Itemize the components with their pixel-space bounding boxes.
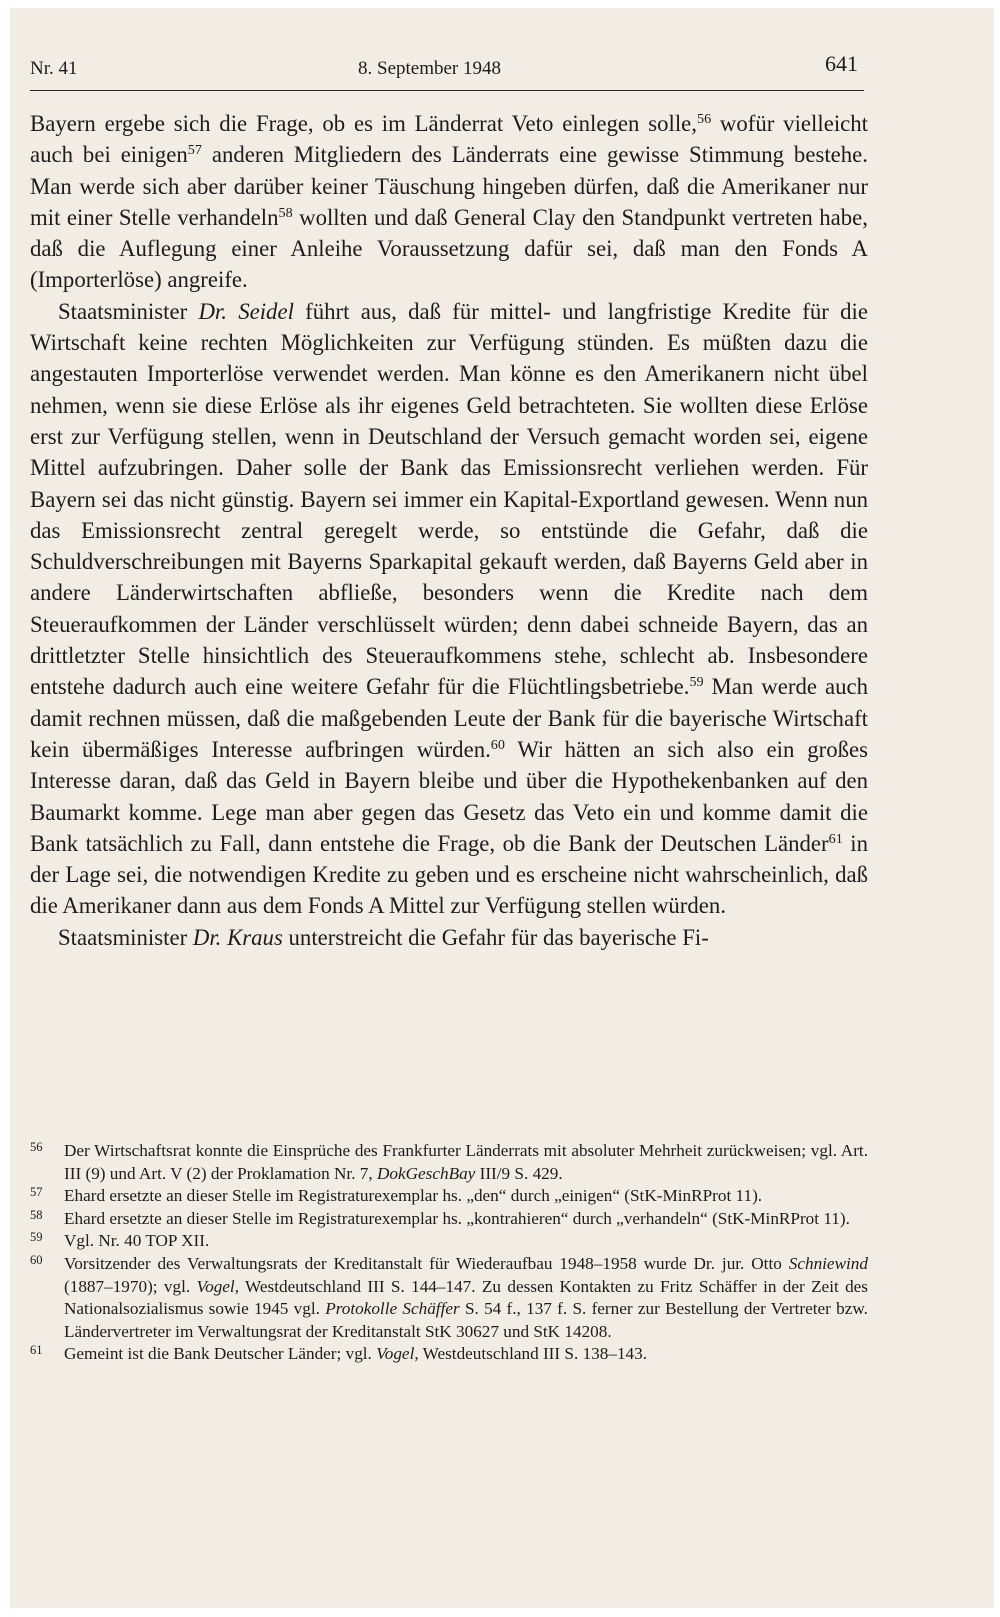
footnotes <box>30 1140 868 1366</box>
footnote-ref: 61 <box>828 830 843 847</box>
page-number: 641 <box>825 51 858 76</box>
footnote-ref: 60 <box>490 736 505 753</box>
footnote-number: 61 <box>30 1343 43 1358</box>
footnote-number: 60 <box>30 1252 43 1267</box>
footnote-ref: 57 <box>187 142 202 159</box>
issue-number: Nr. 41 <box>30 58 78 79</box>
footnote: 56 Der Wirtschaftsrat konnte die Einsprüche des Frankfurter Länderrats mit absoluter Mehrheit zurückweisen; vgl. Art. III (9) und Art. V (2) der Proklamation Nr. 7, DokGeschBay III/9 S. 429. <box>30 1140 868 1185</box>
footnote: 60 Vorsitzender des Verwaltungsrats der Kreditanstalt für Wiederaufbau 1948–1958 wurde Dr. jur. Otto Schniewind (1887–1970); vgl. Vogel, Westdeutschland III S. 144–147. Zu dessen Kontakten zu Fritz Schäffer in der Zeit des Nationalsozialismus sowie 1945 vgl. Protokolle Schäffer S. 54 f., 137 f. S. ferner zur Bestellung der Vertreter bzw. Ländervertreter im Verwaltungsrat der Kreditanstalt StK 30627 und StK 14208. <box>30 1253 868 1343</box>
header-date: 8. September 1948 <box>358 58 502 79</box>
footnote: 58 Ehard ersetzte an dieser Stelle im Registraturexemplar hs. „kontrahieren“ durch „verhandeln“ (StK-MinRProt 11). <box>30 1208 868 1231</box>
footnote: 59 Vgl. Nr. 40 TOP XII. <box>30 1230 868 1253</box>
paragraph: Staatsminister Dr. Kraus unterstreicht die Gefahr für das bayerische Fi- <box>58 924 709 950</box>
footnote-number: 58 <box>30 1207 43 1222</box>
running-header <box>30 46 866 88</box>
footnote-ref: 56 <box>697 110 712 127</box>
main-text <box>30 108 868 953</box>
book-page <box>10 8 994 1608</box>
paragraph: Staatsminister Dr. Seidel führt aus, daß für mittel- und langfristige Kredite für die Wirtschaft keine rechten Möglichkeiten zur Verfügung stünden. Es müßten dazu die angestauten Importerlöse verwendet werden. Man könne es den Amerikanern nicht übel nehmen, wenn sie diese Erlöse als ihr eigenes Geld betrachteten. Sie wollten diese Erlöse erst zur Verfügung stellen, wenn in Deutschland der Versuch gemacht worden sei, eigene Mittel aufzubringen. Daher solle der Bank das Emissionsrecht verliehen werden. Für Bayern sei das nicht günstig. Bayern sei immer ein Kapital-Exportland gewesen. Wenn nun das Emissionsrecht zentral geregelt werde, so entstünde die Gefahr, daß die Schuldverschreibungen mit Bayerns Sparkapital gekauft werden, daß Bayerns Geld aber in andere Länderwirtschaften abfließe, besonders wenn die Kredite nach dem Steueraufkommen der Länder verschlüsselt würden; denn dabei schneide Bayern, das an drittletzter Stelle hinsichtlich des Steueraufkommens stehe, schlecht ab. Insbesondere entstehe dadurch auch eine weitere Gefahr für die Flüchtlingsbetriebe.$^{59}$ Man werde auch damit rechnen müssen, daß die maßgebenden Leute der Bank für die bayerische Wirtschaft kein übermäßiges Interesse aufbringen würden.$^{60}$ Wir hätten an sich also ein großes Interesse daran, daß das Geld in Bayern bleibe und über die Hypothekenbanken auf den Baumarkt komme. Lege man aber gegen das Gesetz das Veto ein und komme damit die Bank tatsächlich zu Fall, dann entstehe die Frage, ob die Bank der Deutschen Länder$^{61}$ in der Lage sei, die notwendigen Kredite zu geben und es erscheine nicht wahrscheinlich, daß die Amerikaner dann aus dem Fonds A Mittel zur Verfügung stellen würden. <box>30 298 869 919</box>
speaker-name: Dr. Seidel <box>198 298 294 324</box>
footnote-ref: 58 <box>278 204 293 221</box>
footnote-number: 57 <box>30 1185 43 1200</box>
paragraph: Bayern ergebe sich die Frage, ob es im Länderrat Veto einlegen solle,$^{56}$ wofür vielleicht auch bei einigen$^{57}$ anderen Mitgliedern des Länderrats eine gewisse Stimmung bestehe. Man werde sich aber darüber keiner Täuschung hingeben dürfen, daß die Amerikaner nur mit einer Stelle verhandeln$^{58}$ wollten und daß General Clay den Standpunkt vertreten habe, daß die Auflegung einer Anleihe Voraussetzung dafür sei, daß man den Fonds A (Importerlöse) angreife. <box>30 110 868 293</box>
footnote-number: 56 <box>30 1140 43 1154</box>
footnote-ref: 59 <box>689 674 704 691</box>
header-rule <box>30 90 864 91</box>
footnote: 61 Gemeint ist die Bank Deutscher Länder; vgl. Vogel, Westdeutschland III S. 138–143. <box>30 1343 868 1366</box>
footnote: 57 Ehard ersetzte an dieser Stelle im Registraturexemplar hs. „den“ durch „einigen“ (StK-MinRProt 11). <box>30 1185 868 1208</box>
speaker-name: Dr. Kraus <box>192 924 283 950</box>
footnote-number: 59 <box>30 1230 43 1245</box>
